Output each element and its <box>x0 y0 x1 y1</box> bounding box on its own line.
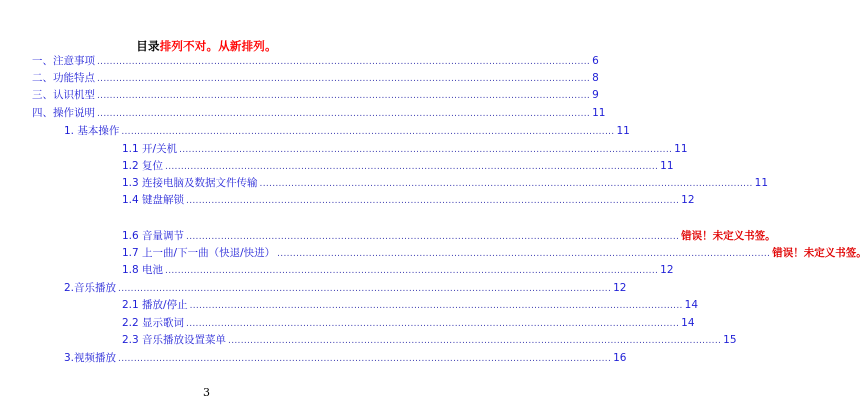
toc-leader-dots: ............................................................................................................................................................ <box>179 145 673 155</box>
toc-entry-label: 二、功能特点 <box>32 72 95 84</box>
toc-entry[interactable] <box>32 106 606 120</box>
toc-leader-dots: ............................................................................................................................................................ <box>165 162 659 172</box>
toc-leader-dots: ............................................................................................................................................................ <box>118 284 612 294</box>
toc-entry-page: 15 <box>723 334 737 346</box>
toc-entry[interactable] <box>122 159 674 173</box>
toc-leader-dots: ............................................................................................................................................................ <box>277 249 771 259</box>
toc-entry-page: 8 <box>592 72 599 84</box>
toc-entry-label: 1.3 连接电脑及数据文件传输 <box>122 177 258 189</box>
toc-leader-dots: ............................................................................................................................................................ <box>121 127 615 137</box>
toc-entry-page: 11 <box>754 177 769 189</box>
toc-entry-page: 12 <box>660 264 674 276</box>
toc-entry-label: 2.3 音乐播放设置菜单 <box>122 334 227 346</box>
toc-entry-page: 6 <box>592 55 599 67</box>
toc-leader-dots: ............................................................................................................................................................ <box>189 301 683 311</box>
toc-entry-error: 错误！未定义书签。 <box>772 247 867 259</box>
toc-entry-page: 12 <box>681 194 695 206</box>
toc-entry-page: 14 <box>684 299 699 311</box>
toc-leader-dots: ............................................................................................................................................................ <box>97 74 591 84</box>
toc-entry[interactable] <box>64 351 627 365</box>
toc-heading <box>0 38 413 54</box>
toc-entry-label: 三、认识机型 <box>32 89 95 101</box>
toc-entry-page: 14 <box>681 317 695 329</box>
toc-leader-dots: ............................................................................................................................................................ <box>186 196 680 206</box>
toc-entry-label: 1. 基本操作 <box>64 125 120 137</box>
toc-entry[interactable] <box>32 88 599 102</box>
toc-entry-page: 16 <box>613 352 627 364</box>
toc-entry[interactable] <box>122 142 688 156</box>
toc-entry-label: 一、注意事项 <box>32 55 95 67</box>
toc-entry[interactable] <box>64 124 630 138</box>
toc-entry-page: 11 <box>674 143 688 155</box>
toc-entry-page: 11 <box>660 160 674 172</box>
toc-entry[interactable] <box>122 176 769 190</box>
toc-entry[interactable] <box>64 281 627 295</box>
toc-leader-dots: ............................................................................................................................................................ <box>97 91 591 101</box>
toc-entry[interactable] <box>122 316 695 330</box>
toc-heading-note: 排列不对。从新排列。 <box>159 39 277 53</box>
toc-leader-dots: ............................................................................................................................................................ <box>165 266 659 276</box>
footer-page-number: 3 <box>203 386 210 399</box>
toc-entry-label: 四、操作说明 <box>32 107 95 119</box>
toc-heading-label: 目录 <box>136 39 160 53</box>
toc-entry-label: 1.2 复位 <box>122 160 164 172</box>
toc-leader-dots: ............................................................................................................................................................ <box>228 336 722 346</box>
toc-entry[interactable] <box>122 333 737 347</box>
toc-entry-page: 9 <box>592 89 599 101</box>
toc-entry-page: 11 <box>592 107 606 119</box>
toc-entry-label: 2.1 播放/停止 <box>122 299 188 311</box>
toc-leader-dots: ............................................................................................................................................................ <box>118 354 612 364</box>
toc-entry[interactable] <box>32 71 599 85</box>
toc-leader-dots: ............................................................................................................................................................ <box>186 319 680 329</box>
toc-entry-label: 1.6 音量调节 <box>122 230 185 242</box>
toc-leader-dots: ............................................................................................................................................................ <box>259 179 753 189</box>
toc-leader-dots: ............................................................................................................................................................ <box>97 57 591 67</box>
toc-entry[interactable] <box>122 229 776 243</box>
toc-entry-page: 12 <box>613 282 627 294</box>
toc-entry[interactable] <box>122 298 699 312</box>
toc-entry[interactable] <box>122 246 867 260</box>
toc-leader-dots: ............................................................................................................................................................ <box>97 109 591 119</box>
toc-entry-label: 1.4 键盘解锁 <box>122 194 185 206</box>
toc-entry[interactable] <box>122 193 695 207</box>
toc-entry[interactable] <box>122 263 674 277</box>
toc-entry-label: 1.8 电池 <box>122 264 164 276</box>
toc-entry-label: 2.2 显示歌词 <box>122 317 185 329</box>
toc-entry-label: 3.视频播放 <box>64 352 117 364</box>
toc-entry-label: 1.7 上一曲/下一曲（快退/快进） <box>122 247 276 259</box>
toc-entry[interactable] <box>32 54 599 68</box>
toc-entry-label: 2.音乐播放 <box>64 282 117 294</box>
toc-entry-label: 1.1 开/关机 <box>122 143 178 155</box>
toc-entry-page: 11 <box>616 125 630 137</box>
toc-entry-error: 错误！未定义书签。 <box>681 230 776 242</box>
toc-leader-dots: ............................................................................................................................................................ <box>186 232 680 242</box>
